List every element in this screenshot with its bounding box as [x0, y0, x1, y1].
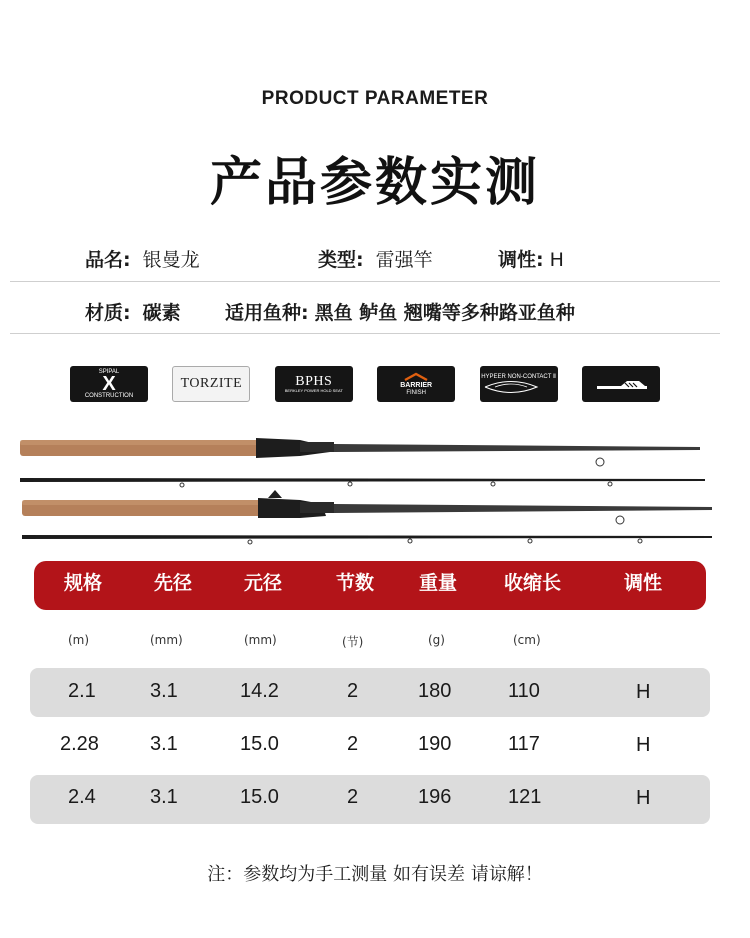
info-type-label: 类型: — [318, 249, 364, 271]
table-cell: 15.0 — [240, 733, 279, 755]
table-cell: 190 — [418, 733, 452, 755]
reel-seat-icon — [582, 366, 660, 402]
rod-2-butt — [22, 490, 712, 518]
info-action-label: 调性: — [498, 249, 544, 271]
info-species-value: 黑鱼 鲈鱼 翘嘴等多种路亚鱼种 — [314, 302, 575, 324]
table-cell: 121 — [508, 786, 542, 808]
spipal-x-construction-icon: SPIPAL X CONSTRUCTION — [70, 366, 148, 402]
column-unit: (mm) — [150, 633, 183, 647]
table-cell: 2 — [347, 786, 359, 808]
info-material-value: 碳素 — [142, 302, 181, 324]
table-cell: H — [636, 734, 651, 756]
table-cell: H — [636, 787, 651, 809]
table-cell: H — [636, 681, 651, 703]
torzite-icon: TORZITE — [172, 366, 250, 402]
divider — [10, 281, 720, 282]
column-header: 节数 — [336, 572, 375, 594]
column-unit: (节) — [342, 635, 364, 649]
table-cell: 110 — [508, 680, 540, 702]
info-name-label: 品名: — [85, 249, 131, 271]
column-unit: (g) — [428, 633, 445, 647]
table-cell: 2.28 — [60, 733, 99, 755]
info-species-label: 适用鱼种: — [225, 302, 309, 324]
bphs-icon: BPHS BERKLEY POWER HOLD SEAT — [275, 366, 353, 402]
rod-2-tip — [22, 516, 712, 544]
table-cell: 3.1 — [150, 786, 178, 808]
rod-1-tip — [20, 458, 705, 487]
table-cell: 2 — [347, 680, 359, 702]
rod-illustration — [0, 428, 750, 558]
column-unit: (mm) — [244, 633, 277, 647]
info-action — [498, 245, 564, 272]
column-header: 元径 — [244, 572, 283, 594]
column-unit: (m) — [68, 633, 90, 647]
table-cell: 196 — [418, 786, 452, 808]
table-cell: 180 — [418, 680, 452, 702]
column-header: 重量 — [419, 572, 458, 594]
table-row — [30, 775, 710, 824]
info-material-label: 材质: — [85, 302, 131, 324]
table-row — [30, 668, 710, 717]
column-header: 调性 — [624, 572, 663, 594]
info-type — [318, 245, 433, 272]
barrier-finish-icon: BARRIER FINISH — [377, 366, 455, 402]
info-species — [225, 298, 575, 325]
info-type-value: 雷强竿 — [375, 249, 433, 271]
table-cell: 15.0 — [240, 786, 279, 808]
table-cell: 2.1 — [68, 680, 96, 702]
divider — [10, 333, 720, 334]
page-subtitle: PRODUCT PARAMETER — [261, 88, 489, 109]
info-name — [85, 245, 200, 272]
page-title: 产品参数实测 — [209, 153, 540, 213]
column-header: 收缩长 — [504, 572, 562, 594]
table-cell: 2.4 — [68, 786, 96, 808]
info-name-value: 银曼龙 — [142, 249, 200, 271]
hypeer-non-contact-icon: HYPEER NON-CONTACT Ⅱ — [480, 366, 558, 402]
table-cell: 3.1 — [150, 680, 178, 702]
info-material — [85, 298, 181, 325]
table-cell: 2 — [347, 733, 359, 755]
table-cell: 14.2 — [240, 680, 279, 702]
table-cell: 117 — [508, 733, 540, 755]
info-action-value: H — [549, 249, 564, 271]
technology-badges — [70, 366, 660, 404]
column-unit: (cm) — [513, 633, 541, 647]
column-header: 先径 — [154, 572, 193, 594]
disclaimer-note: 注：参数均为手工测量 如有误差 请谅解！ — [207, 864, 543, 885]
column-header: 规格 — [64, 572, 103, 594]
rod-1-butt — [20, 438, 700, 458]
table-cell: 3.1 — [150, 733, 178, 755]
